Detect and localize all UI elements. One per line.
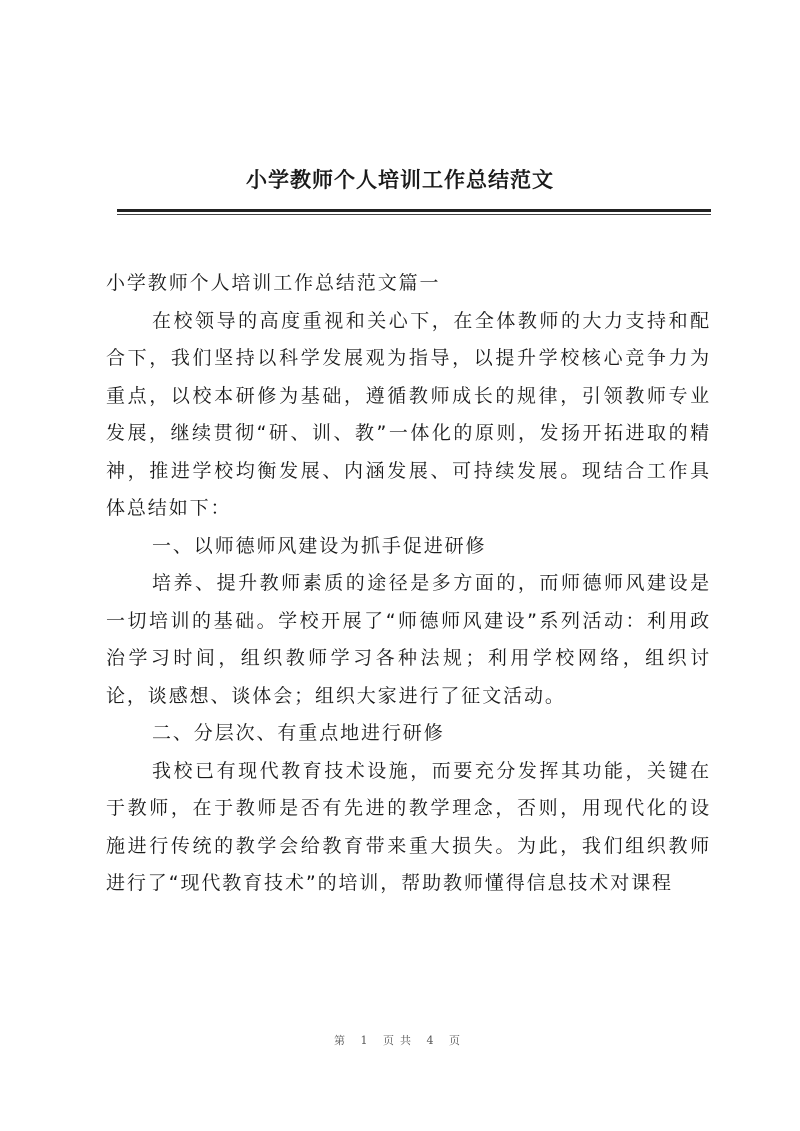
subsection-heading: 一、以师德师风建设为抓手促进研修 xyxy=(152,534,487,557)
document-title: 小学教师个人培训工作总结范文 xyxy=(246,167,554,192)
body-paragraph: 培养、提升教师素质的途径是多方面的，而师德师风建设是一切培训的基础。学校开展了“师德师风建设”系列活动：利用政治学习时间，组织教师学习各种法规；利用学校网络，组织讨论，谈感想、谈体会；组织大家进行了征文活动。 xyxy=(106,572,711,707)
title-divider-thin xyxy=(117,214,711,215)
section-heading: 小学教师个人培训工作总结范文篇一 xyxy=(106,272,441,294)
subsection-heading: 二、分层次、有重点地进行研修 xyxy=(152,722,445,744)
document-body xyxy=(106,265,711,903)
title-divider-thick xyxy=(117,209,711,212)
body-paragraph: 我校已有现代教育技术设施，而要充分发挥其功能，关键在于教师，在于教师是否有先进的教学理念，否则，用现代化的设施进行传统的教学会给教育带来重大损失。为此，我们组织教师进行了“现代教育技术”的培训，帮助教师懂得信息技术对课程 xyxy=(106,759,711,894)
page-number-footer: 第 1 页共 4 页 xyxy=(334,1034,466,1047)
body-paragraph: 在校领导的高度重视和关心下，在全体教师的大力支持和配合下，我们坚持以科学发展观为指导，以提升学校核心竞争力为重点，以校本研修为基础，遵循教师成长的规律，引领教师专业发展，继续贯彻“研、训、教”一体化的原则，发扬开拓进取的精神，推进学校均衡发展、内涵发展、可持续发展。现结合工作具体总结如下： xyxy=(106,309,711,519)
